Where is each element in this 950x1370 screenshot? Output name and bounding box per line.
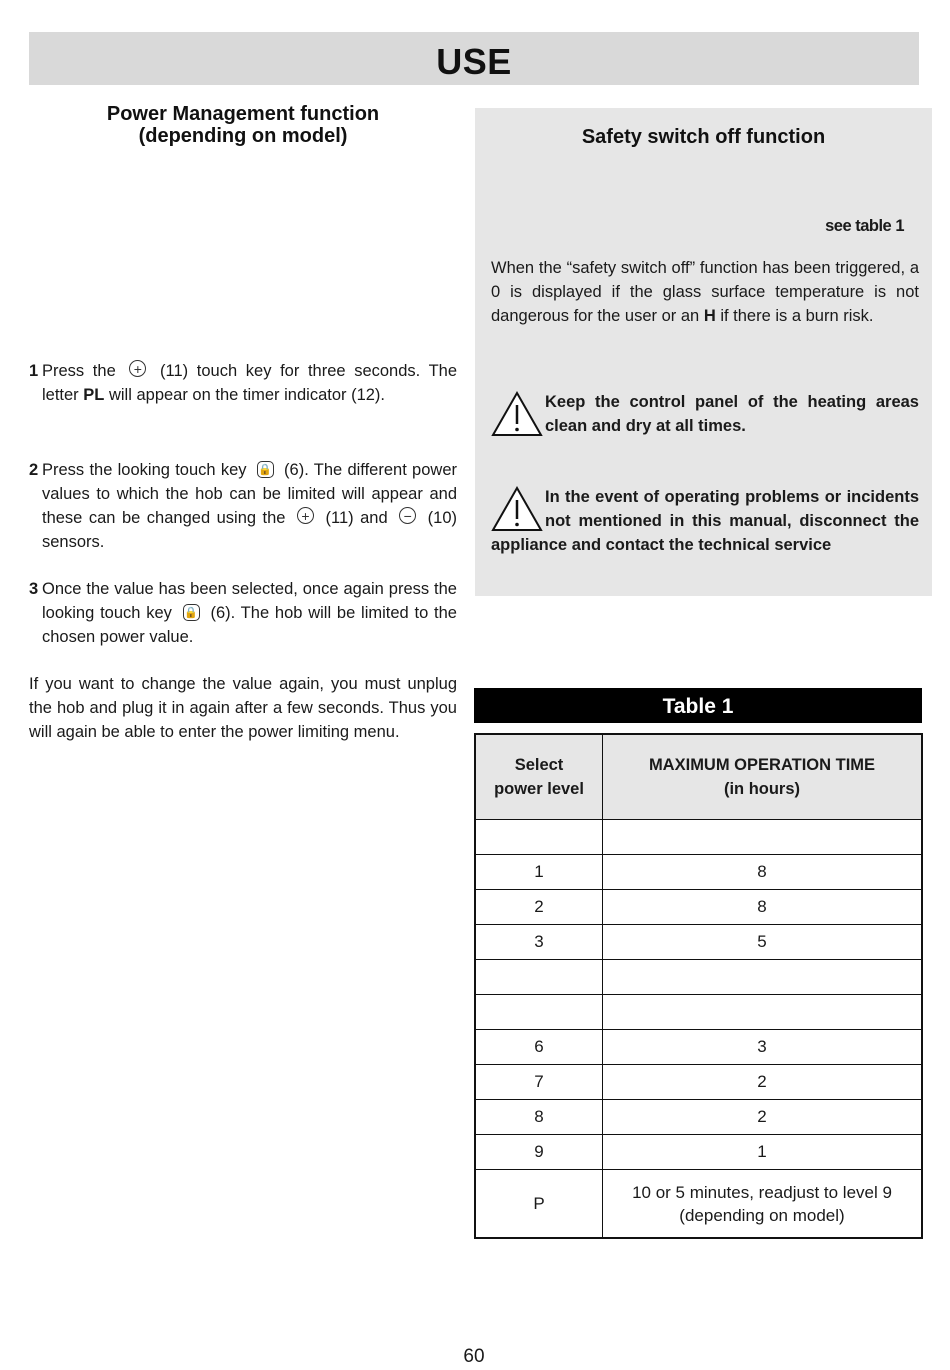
power-management-title — [29, 103, 457, 147]
cell-level: 3 — [475, 925, 603, 960]
cell-time: 2 — [603, 1065, 923, 1100]
cell-time — [603, 995, 923, 1030]
header-text: power level — [494, 780, 584, 798]
header-text: MAXIMUM OPERATION TIME — [648, 756, 876, 774]
step-2 — [29, 458, 457, 554]
warning-triangle-icon — [491, 390, 543, 438]
table-title: Table 1 — [662, 695, 734, 718]
warning-text: In the event of operating problems or incidents not mentioned in this manual, disconnect the appliance and contact the technical service — [491, 488, 919, 554]
cell-level: P — [475, 1170, 603, 1239]
step-text: Once the value has been selected, once again press the looking touch key — [42, 580, 457, 622]
cell-time: 8 — [603, 855, 923, 890]
table-row — [475, 1170, 922, 1239]
step-text: (11) touch key for three seconds. The letter — [42, 362, 458, 404]
page-number: 60 — [463, 1346, 485, 1367]
safety-switch-title: Safety switch off function — [581, 126, 826, 148]
table-row — [475, 925, 922, 960]
step-text: will appear on the timer indicator (12). — [108, 386, 386, 404]
cell-time-line: 10 or 5 minutes, readjust to level 9 — [632, 1182, 892, 1202]
table-row — [475, 960, 922, 995]
cell-level: 6 — [475, 1030, 603, 1065]
table-row — [475, 1065, 922, 1100]
step-text: Press the looking touch key — [42, 461, 247, 479]
warning-text: Keep the control panel of the heating areas clean and dry at all times. — [545, 393, 919, 435]
cell-time: 8 — [603, 890, 923, 925]
power-management-title-line2: (depending on model) — [138, 125, 348, 147]
cell-time — [603, 960, 923, 995]
cell-level: 9 — [475, 1135, 603, 1170]
cell-level: 7 — [475, 1065, 603, 1100]
step-number: 3 — [29, 580, 39, 598]
lock-key-icon: 🔒 — [183, 604, 200, 621]
minus-circle-icon: − — [399, 507, 416, 524]
header-text: Select — [514, 756, 564, 774]
header-bar — [29, 32, 919, 85]
table-row — [475, 890, 922, 925]
cell-level: 8 — [475, 1100, 603, 1135]
header-max-time — [603, 734, 923, 820]
table-row — [475, 1100, 922, 1135]
safety-switch-info — [491, 256, 919, 328]
info-text: When the “safety switch off” function has been triggered, a 0 is displayed if the glass surface temperature is not dangerous for the user or an — [491, 259, 919, 325]
table-row — [475, 1030, 922, 1065]
warning-operating-problems — [491, 485, 919, 557]
step-text: (10) sensors. — [42, 509, 457, 551]
cell-time — [603, 820, 923, 855]
cell-time-line: (depending on model) — [679, 1205, 845, 1225]
cell-level: 2 — [475, 890, 603, 925]
step-1 — [29, 359, 457, 407]
table-title-bar — [474, 688, 922, 723]
step-number: 1 — [29, 362, 39, 380]
step-3 — [29, 577, 457, 649]
cell-level — [475, 820, 603, 855]
step-number: 2 — [29, 461, 39, 479]
cell-level: 1 — [475, 855, 603, 890]
step-text: Press the — [42, 362, 116, 380]
plus-circle-icon: + — [129, 360, 146, 377]
table-row — [475, 820, 922, 855]
table-row — [475, 995, 922, 1030]
cell-time: 3 — [603, 1030, 923, 1065]
cell-time: 5 — [603, 925, 923, 960]
table-row — [475, 855, 922, 890]
power-management-title-line1: Power Management function — [106, 103, 380, 125]
power-limit-paragraph: If you want to change the value again, you must unplug the hob and plug it in again after a few seconds. Thus you will again be able to enter the power limiting menu. — [29, 675, 457, 741]
safety-switch-box — [475, 108, 932, 596]
step-text: (6). The different power values to which the hob can be limited will appear and these can be changed using the — [42, 461, 457, 527]
cell-level — [475, 995, 603, 1030]
operation-time-table — [474, 733, 923, 1239]
step-text: (6). The hob will be limited to the chosen power value. — [42, 604, 457, 646]
cell-time: 1 — [603, 1135, 923, 1170]
table-header-row — [475, 734, 922, 820]
warning-clean-panel — [491, 390, 919, 438]
see-table-reference: see table 1 — [825, 217, 904, 235]
page-title: USE — [436, 41, 512, 82]
step-bold-text: PL — [83, 386, 105, 404]
info-text: if there is a burn risk. — [720, 307, 874, 325]
info-bold-text: H — [703, 307, 716, 325]
step-text: (11) and — [325, 509, 388, 527]
cell-time — [603, 1170, 923, 1239]
plus-circle-icon: + — [297, 507, 314, 524]
header-text: (in hours) — [723, 780, 801, 798]
table-row — [475, 1135, 922, 1170]
cell-time: 2 — [603, 1100, 923, 1135]
warning-triangle-icon — [491, 485, 543, 533]
header-power-level — [475, 734, 603, 820]
cell-level — [475, 960, 603, 995]
lock-key-icon: 🔒 — [257, 461, 274, 478]
